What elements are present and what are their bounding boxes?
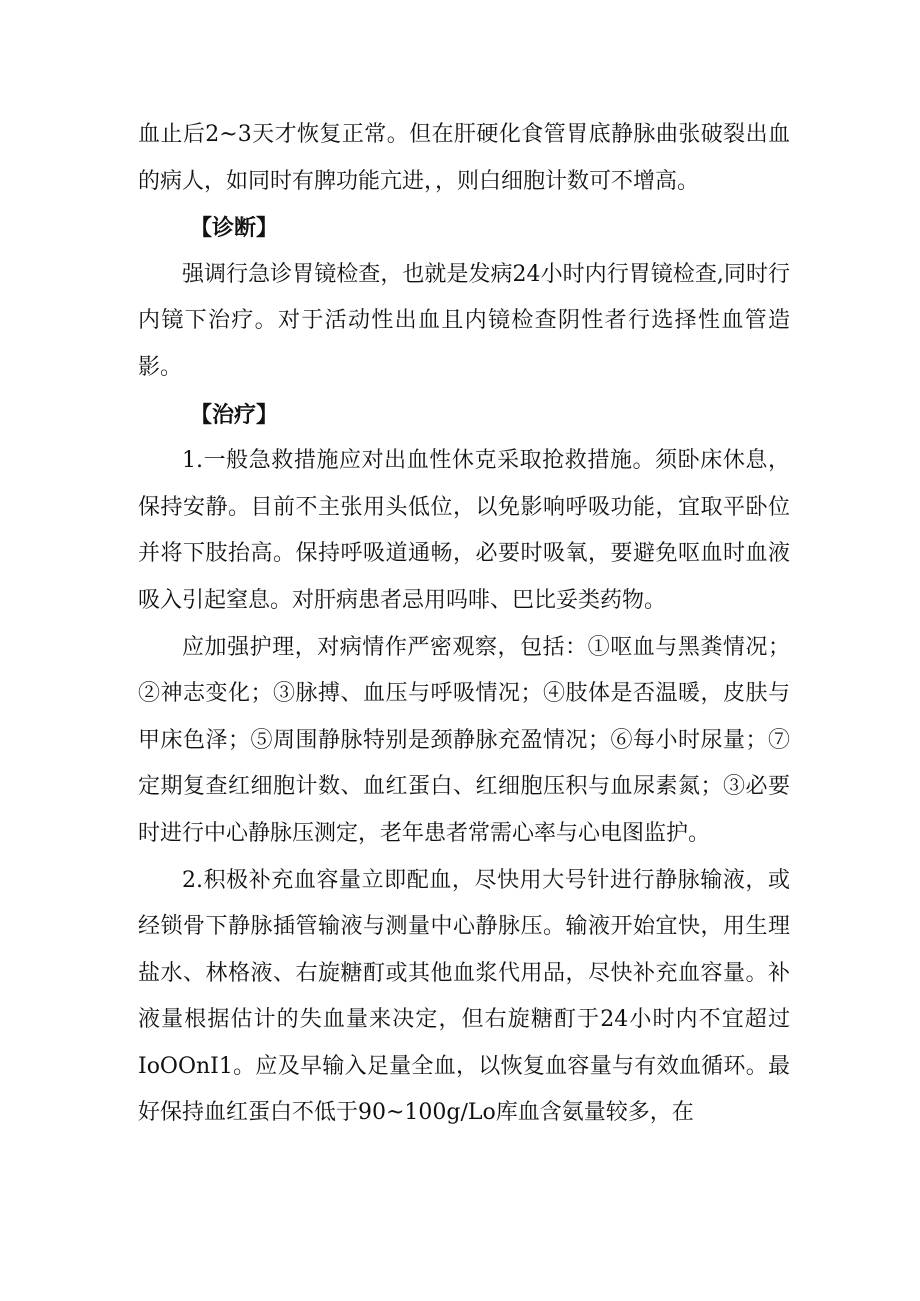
paragraph-blood-volume: 2.积极补充血容量立即配血，尽快用大号针进行静脉输液，或经锁骨下静脉插管输液与测量中心静脉压。输液开始宜快，用生理盐水、林格液、右旋糖酊或其他血浆代用品，尽快补充血容量。补液量根据估计的失血量来决定，但右旋糖酊于24小时内不宜超过IoOOnI1。应及早输入足量全血，以恢复血容量与有效血循环。最好保持血红蛋白不低于90~100g∕Lo库血含氨量较多，在 [138,867,790,1126]
paragraph-emergency-measures: 1.一般急救措施应对出血性休克采取抢救措施。须卧床休息，保持安静。目前不主张用头低位，以免影响呼吸功能，宜取平卧位并将下肢抬高。保持呼吸道通畅，必要时吸氧，要避免呕血时血液吸入引起窒息。对肝病患者忌用吗啡、巴比妥类药物。 [138,448,790,613]
paragraph-nursing-observation: 应加强护理，对病情作严密观察，包括：①呕血与黑粪情况；②神志变化；③脉搏、血压与呼吸情况；④肢体是否温暖，皮肤与甲床色泽；⑤周围静脉特别是颈静脉充盈情况；⑥每小时尿量；⑦定期复查红细胞计数、血红蛋白、红细胞压积与血尿素氮；③必要时进行中心静脉压测定，老年患者常需心率与心电图监护。 [138,634,790,846]
section-heading-treatment: 【治疗】 [190,401,279,428]
paragraph-continuation: 血止后2~3天才恢复正常。但在肝硬化食管胃底静脉曲张破裂出血的病人，如同时有脾功能亢进，，则白细胞计数可不增高。 [138,122,790,194]
paragraph-diagnosis: 强调行急诊胃镜检查，也就是发病24小时内行胃镜检查,同时行内镜下治疗。对于活动性出血且内镜检查阴性者行选择性血管造影。 [138,261,790,380]
document-body [138,112,790,1137]
section-heading-diagnosis: 【诊断】 [190,215,279,242]
